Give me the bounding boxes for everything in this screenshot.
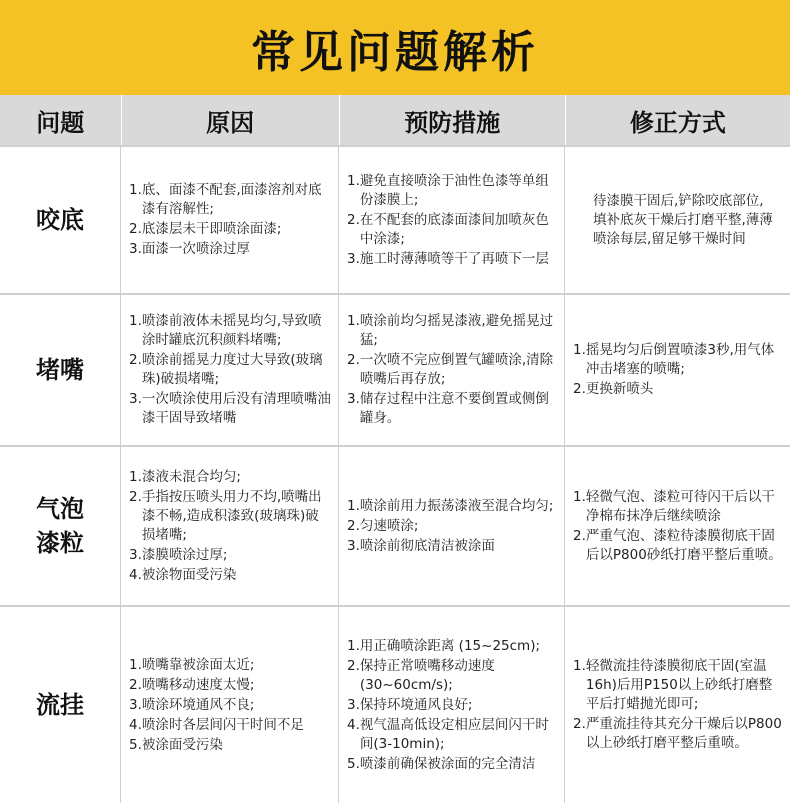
- item-number: 1.: [573, 658, 586, 674]
- item-number: 3.: [347, 537, 360, 554]
- fix-item: [573, 380, 784, 399]
- header-prevention: 预防措施: [340, 95, 566, 145]
- cause-item: [129, 566, 332, 585]
- header-problem: 问题: [0, 95, 122, 145]
- cause-cell: [121, 447, 339, 605]
- prevention-item: [347, 312, 558, 350]
- problem-cell: [0, 295, 121, 445]
- table-header: [0, 95, 790, 145]
- item-number: 3.: [129, 391, 142, 407]
- item-text: 严重气泡、漆粒待漆膜彻底干固后以P800砂纸打磨平整后重喷。: [585, 527, 782, 563]
- fix-item: [573, 488, 784, 526]
- item-text: 漆膜喷涂过厚;: [141, 546, 228, 563]
- prevention-item: [347, 517, 558, 536]
- item-text: 摇晃均匀后倒置喷漆3秒,用气体冲击堵塞的喷嘴;: [585, 342, 775, 377]
- item-number: 3.: [347, 250, 360, 267]
- table-row: [0, 293, 790, 445]
- fix-item: [573, 657, 784, 714]
- item-number: 5.: [347, 755, 360, 772]
- problem-label: 气泡: [36, 495, 84, 523]
- item-text: 喷漆前确保被涂面的完全清洁: [359, 755, 536, 772]
- cause-item: [129, 656, 332, 675]
- item-number: 1.: [347, 172, 360, 189]
- item-text: 被涂面受污染: [141, 736, 223, 753]
- prevention-item: [347, 716, 558, 754]
- item-number: 5.: [129, 736, 142, 753]
- item-text: 保持正常喷嘴移动速度(30~60cm/s);: [359, 657, 495, 693]
- item-text: 底、面漆不配套,面漆溶剂对底漆有溶解性;: [141, 182, 322, 217]
- cause-cell: [121, 295, 339, 445]
- prevention-item: [347, 657, 558, 695]
- header-cause: 原因: [122, 95, 340, 145]
- cause-item: [129, 696, 332, 715]
- prevention-item: [347, 497, 558, 516]
- item-number: 4.: [347, 716, 360, 733]
- item-text: 喷嘴靠被涂面太近;: [141, 656, 255, 673]
- problem-label: 咬底: [36, 206, 84, 234]
- item-text: 喷涂环境通风不良;: [141, 696, 255, 713]
- cause-item: [129, 546, 332, 565]
- item-number: 1.: [347, 637, 360, 654]
- item-text: 在不配套的底漆面漆间加喷灰色中涂漆;: [359, 211, 549, 247]
- cause-item: [129, 351, 332, 389]
- page-title: 常见问题解析: [251, 26, 539, 78]
- item-text: 底漆层未干即喷涂面漆;: [141, 221, 282, 237]
- item-number: 3.: [347, 696, 360, 713]
- item-number: 1.: [129, 313, 142, 329]
- item-text: 储存过程中注意不要倒置或侧倒罐身。: [359, 391, 549, 426]
- table-row: [0, 445, 790, 605]
- item-text: 面漆一次喷涂过厚: [141, 241, 250, 257]
- item-text: 更换新喷头: [585, 381, 654, 397]
- fix-cell: [565, 147, 790, 293]
- fix-item: [573, 527, 784, 565]
- item-number: 1.: [129, 468, 142, 485]
- fix-cell: [565, 295, 790, 445]
- item-text: 漆液未混合均匀;: [141, 468, 241, 485]
- cause-item: [129, 390, 332, 428]
- problem-label: 流挂: [36, 691, 84, 719]
- item-number: 2.: [573, 381, 586, 397]
- fix-item: [573, 715, 784, 753]
- item-text: 轻微流挂待漆膜彻底干固(室温16h)后用P150以上砂纸打磨整平后打蜡抛光即可;: [585, 658, 773, 712]
- item-number: 2.: [347, 517, 360, 534]
- prevention-item: [347, 250, 558, 269]
- item-text: 轻微气泡、漆粒可待闪干后以干净棉布抹净后继续喷涂: [585, 488, 775, 524]
- prevention-item: [347, 537, 558, 556]
- item-number: 3.: [129, 696, 142, 713]
- cause-cell: [121, 147, 339, 293]
- item-number: 2.: [129, 352, 142, 368]
- prevention-cell: [339, 447, 565, 605]
- problem-label: 漆粒: [36, 529, 84, 557]
- table-row: [0, 605, 790, 803]
- title-banner: [0, 0, 790, 95]
- prevention-item: [347, 172, 558, 210]
- item-text: 避免直接喷涂于油性色漆等单组份漆膜上;: [359, 172, 549, 208]
- problem-label: 堵嘴: [36, 356, 84, 384]
- item-text: 施工时薄薄喷等干了再喷下一层: [359, 250, 549, 267]
- cause-item: [129, 716, 332, 735]
- prevention-item: [347, 390, 558, 428]
- item-text: 喷涂前用力振荡漆液至混合均匀;: [359, 497, 554, 514]
- item-text: 视气温高低设定相应层间闪干时间(3-10min);: [359, 716, 549, 752]
- item-text: 喷涂前彻底清洁被涂面: [359, 537, 495, 554]
- item-text: 手指按压喷头用力不均,喷嘴出漆不畅,造成积漆致(玻璃珠)破损堵嘴;: [141, 488, 322, 543]
- item-text: 保持环境通风良好;: [359, 696, 473, 713]
- item-number: 2.: [129, 221, 142, 237]
- item-number: 4.: [129, 716, 142, 733]
- item-number: 2.: [573, 527, 586, 544]
- item-text: 喷涂时各层间闪干时间不足: [141, 716, 304, 733]
- header-fix: 修正方式: [629, 108, 726, 137]
- item-number: 1.: [573, 342, 586, 358]
- item-number: 1.: [347, 313, 360, 329]
- item-text: 严重流挂待其充分干燥后以P800以上砂纸打磨平整后重喷。: [585, 716, 782, 751]
- cause-item: [129, 468, 332, 487]
- item-text: 一次喷涂使用后没有清理喷嘴油漆干固导致堵嘴: [141, 391, 331, 426]
- fix-cell: [565, 447, 790, 605]
- problem-cell: [0, 607, 121, 803]
- fix-item: [573, 341, 784, 379]
- item-text: 匀速喷涂;: [359, 517, 419, 534]
- cause-item: [129, 312, 332, 350]
- prevention-item: [347, 211, 558, 249]
- problem-cell: [0, 447, 121, 605]
- item-number: 2.: [347, 657, 360, 674]
- table-body: [0, 145, 790, 803]
- item-number: 3.: [129, 546, 142, 563]
- cause-item: [129, 488, 332, 545]
- item-number: 1.: [347, 497, 360, 514]
- fix-cell: [565, 607, 790, 803]
- item-number: 1.: [129, 182, 142, 198]
- faq-table: [0, 95, 790, 803]
- prevention-item: [347, 755, 558, 774]
- prevention-cell: [339, 295, 565, 445]
- fix-text: 待漆膜干固后,铲除咬底部位,填补底灰干燥后打磨平整,薄薄喷涂每层,留足够干燥时间: [593, 192, 773, 247]
- item-text: 被涂物面受污染: [141, 566, 237, 583]
- item-text: 用正确喷涂距离 (15~25cm);: [359, 637, 541, 654]
- item-text: 喷涂前均匀摇晃漆液,避免摇晃过猛;: [359, 313, 554, 348]
- prevention-cell: [339, 607, 565, 803]
- item-text: 喷漆前液体未摇晃均匀,导致喷涂时罐底沉积颜料堵嘴;: [141, 313, 322, 348]
- cause-item: [129, 676, 332, 695]
- cause-item: [129, 220, 332, 239]
- item-number: 2.: [573, 716, 586, 732]
- item-text: 喷嘴移动速度太慢;: [141, 676, 255, 693]
- item-number: 3.: [129, 241, 142, 257]
- item-number: 2.: [129, 488, 142, 505]
- item-text: 喷涂前摇晃力度过大导致(玻璃珠)破损堵嘴;: [141, 352, 323, 387]
- prevention-item: [347, 351, 558, 389]
- item-number: 1.: [573, 488, 586, 505]
- prevention-item: [347, 696, 558, 715]
- item-number: 1.: [129, 656, 142, 673]
- cause-item: [129, 240, 332, 259]
- item-number: 2.: [347, 211, 360, 228]
- table-row: [0, 145, 790, 293]
- prevention-cell: [339, 147, 565, 293]
- cause-cell: [121, 607, 339, 803]
- cause-item: [129, 736, 332, 755]
- item-number: 2.: [347, 352, 360, 368]
- problem-cell: [0, 147, 121, 293]
- cause-item: [129, 181, 332, 219]
- prevention-item: [347, 637, 558, 656]
- item-number: 2.: [129, 676, 142, 693]
- item-text: 一次喷不完应倒置气罐喷涂,清除喷嘴后再存放;: [359, 352, 554, 387]
- item-number: 4.: [129, 566, 142, 583]
- item-number: 3.: [347, 391, 360, 407]
